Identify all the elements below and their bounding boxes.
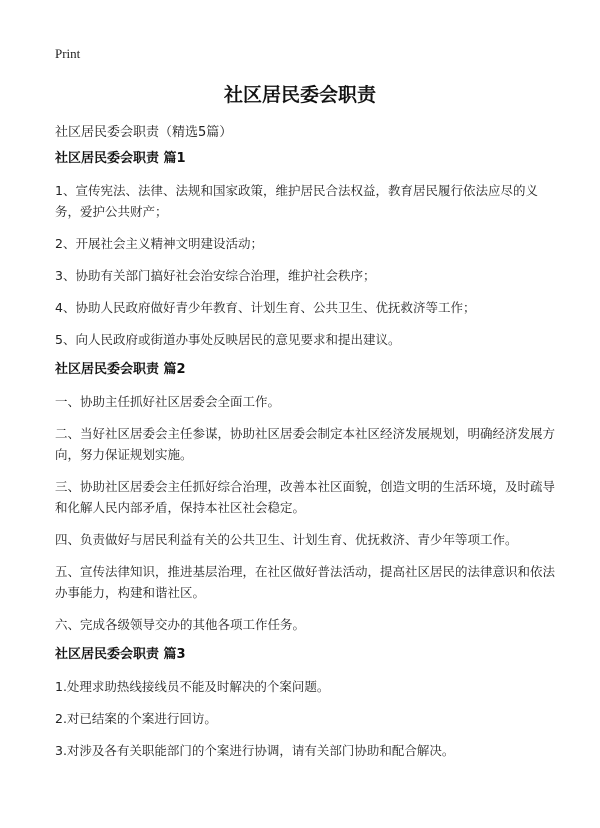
paragraph: 一、协助主任抓好社区居委会全面工作。 <box>55 394 281 409</box>
paragraph: 1.处理求助热线接线员不能及时解决的个案问题。 <box>55 679 330 694</box>
paragraph: 四、负责做好与居民利益有关的公共卫生、计划生育、优抚救济、青少年等项工作。 <box>55 532 518 547</box>
paragraph: 4、协助人民政府做好青少年教育、计划生育、公共卫生、优抚救济等工作； <box>55 300 476 315</box>
paragraph: 5、向人民政府或街道办事处反映居民的意见要求和提出建议。 <box>55 332 401 347</box>
section-1 <box>55 150 555 350</box>
paragraph: 二、当好社区居委会主任参谋，协助社区居委会制定本社区经济发展规划，明确经济发展方向，努力保证规划实施。 <box>55 426 556 462</box>
paragraph: 三、协助社区居委会主任抓好综合治理，改善本社区面貌，创造文明的生活环境，及时疏导和化解人民内部矛盾，保持本社区社会稳定。 <box>55 479 556 515</box>
paragraph: 六、完成各级领导交办的其他各项工作任务。 <box>55 617 306 632</box>
paragraph: 2、开展社会主义精神文明建设活动； <box>55 236 263 251</box>
section-2 <box>55 361 555 635</box>
section-3 <box>55 646 555 761</box>
section-heading: 社区居民委会职责 篇3 <box>55 647 186 662</box>
document-body <box>55 150 555 772</box>
paragraph: 3.对涉及各有关职能部门的个案进行协调，请有关部门协助和配合解决。 <box>55 743 455 758</box>
paragraph: 五、宣传法律知识，推进基层治理，在社区做好普法活动，提高社区居民的法律意识和依法办事能力，构建和谐社区。 <box>55 564 556 600</box>
print-link[interactable]: Print <box>55 46 81 61</box>
paragraph: 2.对已结案的个案进行回访。 <box>55 711 217 726</box>
paragraph: 1、宣传宪法、法律、法规和国家政策，维护居民合法权益，教育居民履行依法应尽的义务，爱护公共财产； <box>55 183 538 219</box>
document-title: 社区居民委会职责 <box>223 84 376 106</box>
section-heading: 社区居民委会职责 篇2 <box>55 362 186 377</box>
section-heading: 社区居民委会职责 篇1 <box>55 151 186 166</box>
paragraph: 3、协助有关部门搞好社会治安综合治理，维护社会秩序； <box>55 268 376 283</box>
document-subtitle: 社区居民委会职责（精选5篇） <box>55 125 233 140</box>
